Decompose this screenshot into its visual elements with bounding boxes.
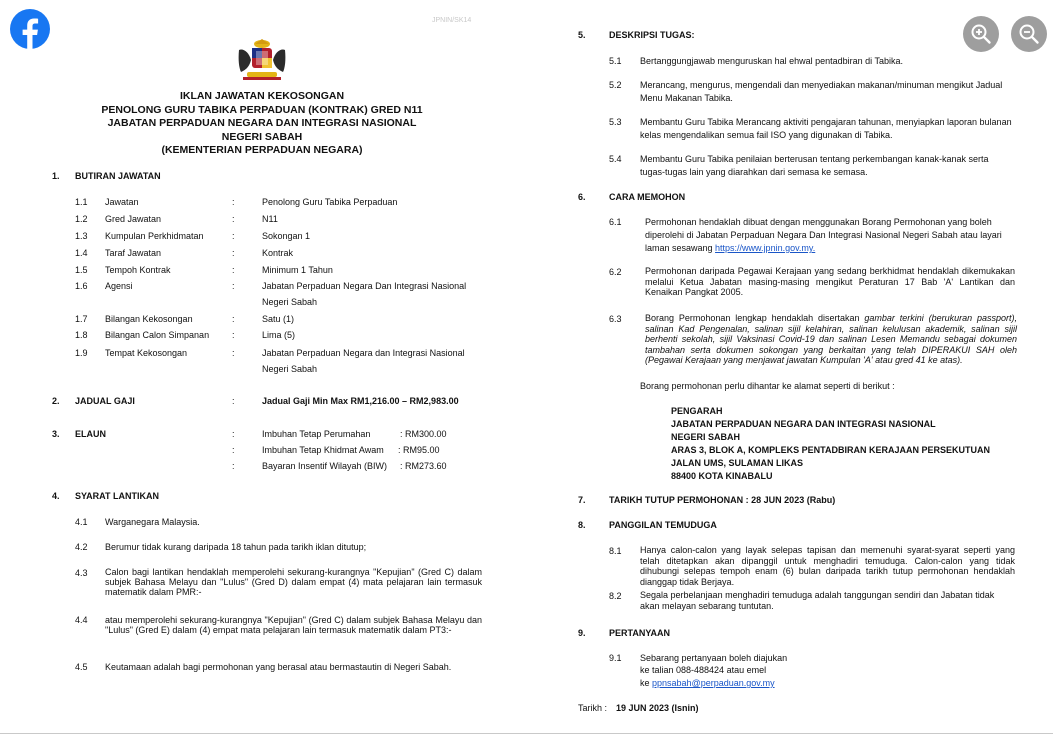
salary-scale: Jadual Gaji Min Max RM1,216.00 – RM2,983.00 xyxy=(262,396,459,406)
section-1-number: 1. xyxy=(52,171,60,181)
row-8-label: Bilangan Calon Simpanan xyxy=(105,330,210,340)
section-3-title: ELAUN xyxy=(75,429,106,439)
item-5-2-text: Merancang, mengurus, mengendali dan menyediakan makanan/minuman mengikut Jadual Menu Makanan Tabika. xyxy=(640,80,1003,103)
row-6-value: Jabatan Perpaduan Negara Dan Integrasi Nasional xyxy=(262,281,467,291)
coat-of-arms-logo xyxy=(233,38,291,82)
section-6-title: CARA MEMOHON xyxy=(609,192,686,202)
row-2-label: Gred Jawatan xyxy=(105,214,162,224)
item-4-4-text: atau memperolehi sekurang-kurangnya "Kepujian" (Gred C) dalam subjek Bahasa Melayu dan "Lulus" (Gred E) dalam (4) empat mata pelajaran lain termasuk matematik dalam PT3:- xyxy=(105,615,482,635)
item-8-1-text: Hanya calon-calon yang layak selepas tapisan dan memenuhi syarat-syarat seperti yang telah ditetapkan akan dipanggil untuk menghadiri temuduga. Calon-calon yang tidak dihubungi selepas tempoh enam (6) bulan daripada tarikh tutup permohonan hendaklah dianggap tidak Berjaya. xyxy=(640,545,1015,587)
facebook-icon[interactable] xyxy=(10,9,50,49)
row-6-num: 1.6 xyxy=(75,281,88,291)
item-4-1-num: 4.1 xyxy=(75,517,88,527)
date-value: 19 JUN 2023 (Isnin) xyxy=(616,703,699,713)
allowance-1-label: Imbuhan Tetap Perumahan xyxy=(262,429,371,439)
row-7-label: Bilangan Kekosongan xyxy=(105,314,193,324)
row-2-value: N11 xyxy=(262,214,278,224)
item-4-1-text: Warganegara Malaysia. xyxy=(105,517,200,527)
item-4-4-num: 4.4 xyxy=(75,615,88,625)
item-5-1-num: 5.1 xyxy=(609,56,622,66)
row-5-value: Minimum 1 Tahun xyxy=(262,265,333,275)
allowance-3-amount: : RM273.60 xyxy=(400,461,447,471)
address-line-4: ARAS 3, BLOK A, KOMPLEKS PENTADBIRAN KERAJAAN PERSEKUTUAN xyxy=(671,445,991,455)
item-5-4-text: Membantu Guru Tabika penilaian berterusan tentang perkembangan kanak-kanak serta tugas-tugas lain yang diarahkan dari semasa ke semasa. xyxy=(640,154,989,177)
row-4-label: Taraf Jawatan xyxy=(105,248,162,258)
row-1-label: Jawatan xyxy=(105,197,139,207)
item-6-3-text: Borang Permohonan lengkap hendaklah disertakan gambar terkini (berukuran passport), salinan Kad Pengenalan, salinan sijil kelahiran, salinan kelulusan akademik, salinan sijil berhenti sekolah, sijil Vaksinasi Covid-19 dan salinan Lesen Memandu sebagai dokumen tambahan serta dokumen sokongan yang berkaitan yang telah DIPERAKUI SAH oleh (Pegawai Kerajaan yang menjawat jawatan Kumpulan 'A' atau gred 41 ke atas). xyxy=(645,313,1017,365)
item-8-2-text: Segala perbelanjaan menghadiri temuduga adalah tanggungan sendiri dan Jabatan tidak akan melayan sebarang tuntutan. xyxy=(640,590,995,611)
section-2-number: 2. xyxy=(52,396,60,406)
row-1-colon: : xyxy=(232,197,235,207)
item-4-5-num: 4.5 xyxy=(75,662,88,672)
reference-code: JPNIN/SK14 xyxy=(432,17,472,24)
address-line-6: 88400 KOTA KINABALU xyxy=(671,471,773,481)
row-5-label: Tempoh Kontrak xyxy=(105,265,171,275)
row-2-colon: : xyxy=(232,214,235,224)
row-5-colon: : xyxy=(232,265,235,275)
inquiry-line-2: ke talian 088-488424 atau emel xyxy=(640,665,767,675)
item-6-1-text: Permohonan hendaklah dibuat dengan menggunakan Borang Permohonan yang boleh diperolehi di Jabatan Perpaduan Negara Dan Integrasi Nasional Negeri Sabah atau layari laman sesawang https://www.jpnin.gov.my. xyxy=(645,217,1002,253)
allowance-2-label: Imbuhan Tetap Khidmat Awam xyxy=(262,445,384,455)
item-5-4-num: 5.4 xyxy=(609,154,622,164)
section-2-colon: : xyxy=(232,396,235,406)
zoom-out-icon xyxy=(1018,23,1040,45)
row-3-num: 1.3 xyxy=(75,231,88,241)
zoom-in-button[interactable] xyxy=(963,16,999,52)
row-1-value: Penolong Guru Tabika Perpaduan xyxy=(262,197,398,207)
address-line-1: PENGARAH xyxy=(671,406,723,416)
allowance-1-amount: : RM300.00 xyxy=(400,429,447,439)
section-5-number: 5. xyxy=(578,30,586,40)
row-8-colon: : xyxy=(232,330,235,340)
row-9-value-line2: Negeri Sabah xyxy=(262,364,318,374)
item-5-3-num: 5.3 xyxy=(609,117,622,127)
item-5-1-text: Bertanggungjawab menguruskan hal ehwal pentadbiran di Tabika. xyxy=(640,56,904,66)
inquiry-line-1: Sebarang pertanyaan boleh diajukan xyxy=(640,653,788,663)
section-1-title: BUTIRAN JAWATAN xyxy=(75,171,161,181)
section-7-number: 7. xyxy=(578,495,586,505)
item-8-2-num: 8.2 xyxy=(609,591,622,601)
allowance-3-label: Bayaran Insentif Wilayah (BIW) xyxy=(262,461,388,471)
item-9-1-num: 9.1 xyxy=(609,653,622,663)
row-7-num: 1.7 xyxy=(75,314,88,324)
section-6-number: 6. xyxy=(578,192,586,202)
item-6-3-num: 6.3 xyxy=(609,314,622,324)
item-5-2-num: 5.2 xyxy=(609,80,622,90)
section-9-title: PERTANYAAN xyxy=(609,628,671,638)
allowance-3-colon: : xyxy=(232,461,235,471)
section-8-number: 8. xyxy=(578,520,586,530)
title-line-2: PENOLONG GURU TABIKA PERPADUAN (KONTRAK) GRED N11 xyxy=(101,103,423,116)
row-6-label: Agensi xyxy=(105,281,133,291)
section-3-number: 3. xyxy=(52,429,60,439)
zoom-out-button[interactable] xyxy=(1011,16,1047,52)
title-line-5: (KEMENTERIAN PERPADUAN NEGARA) xyxy=(161,144,363,156)
row-3-label: Kumpulan Perkhidmatan xyxy=(105,231,204,241)
address-line-2: JABATAN PERPADUAN NEGARA DAN INTEGRASI NASIONAL xyxy=(671,419,936,429)
inquiry-line-3: ke ppnsabah@perpaduan.gov.my xyxy=(640,678,775,688)
item-5-3-text: Membantu Guru Tabika Merancang aktiviti pengajaran tahunan, menyiapkan laporan bulanan kelas mengendalikan semua fail ISO yang digunakan di Tabika. xyxy=(640,117,1012,140)
section-2-title: JADUAL GAJI xyxy=(75,396,135,406)
row-6-value-line2: Negeri Sabah xyxy=(262,297,318,307)
row-4-num: 1.4 xyxy=(75,248,88,258)
row-8-num: 1.8 xyxy=(75,330,88,340)
item-6-3-italic: gambar terkini (berukuran passport), salinan Kad Pengenalan, salinan sijil kelahiran, salinan kelulusan akademik, salinan sijil berhenti sekolah, sijil Vaksinasi Covid-19 dan salinan Lesen Memandu sebagai dokumen tambahan serta dokumen sokongan yang berkaitan yang telah DIPERAKUI SAH oleh (Pegawai Kerajaan yang menjawat jawatan Kumpulan 'A' atau gred 41 ke atas). xyxy=(645,313,1017,365)
section-4-number: 4. xyxy=(52,491,60,501)
row-9-value: Jabatan Perpaduan Negara dan Integrasi Nasional xyxy=(262,348,465,358)
row-3-value: Sokongan 1 xyxy=(262,231,311,241)
allowance-1-colon: : xyxy=(232,429,235,439)
item-4-3-text: Calon bagi lantikan hendaklah memperolehi sekurang-kurangnya "Kepujian" (Gred C) dalam subjek Bahasa Melayu dan "Lulus" (Gred D) dalam empat (4) mata pelajaran lain termasuk matematik dalam PMR:- xyxy=(105,567,482,597)
title-line-4: NEGERI SABAH xyxy=(221,130,303,143)
address-line-3: NEGERI SABAH xyxy=(671,432,741,442)
section-5-title: DESKRIPSI TUGAS: xyxy=(609,30,695,40)
row-6-colon: : xyxy=(232,281,235,291)
row-9-label: Tempat Kekosongan xyxy=(105,348,188,358)
row-8-value: Lima (5) xyxy=(262,330,296,340)
bottom-divider xyxy=(0,733,1053,734)
item-4-2-text: Berumur tidak kurang daripada 18 tahun pada tarikh iklan ditutup; xyxy=(105,542,367,552)
item-6-2-num: 6.2 xyxy=(609,267,622,277)
row-4-colon: : xyxy=(232,248,235,258)
item-4-5-text: Keutamaan adalah bagi permohonan yang berasal atau bermastautin di Negeri Sabah. xyxy=(105,662,452,672)
row-9-colon: : xyxy=(232,348,235,358)
allowance-2-amount: : RM95.00 xyxy=(398,445,440,455)
address-intro: Borang permohonan perlu dihantar ke alamat seperti di berikut : xyxy=(640,381,895,391)
row-7-value: Satu (1) xyxy=(262,314,295,324)
contact-email-link[interactable]: ppnsabah@perpaduan.gov.my xyxy=(652,678,775,688)
item-6-1-num: 6.1 xyxy=(609,217,622,227)
date-label: Tarikh : xyxy=(578,703,608,713)
title-line-1: IKLAN JAWATAN KEKOSONGAN xyxy=(179,90,345,102)
item-6-2-text: Permohonan daripada Pegawai Kerajaan yang sedang berkhidmat hendaklah dikemukakan melalui Ketua Jabatan masing-masing mengikut Peraturan 17 Bab 'A' Lantikan dan Kenaikan Pangkat 2005. xyxy=(645,266,1015,297)
section-8-title: PANGGILAN TEMUDUGA xyxy=(609,520,717,530)
title-line-3: JABATAN PERPADUAN NEGARA DAN INTEGRASI NASIONAL xyxy=(107,117,417,129)
jpnin-website-link[interactable]: https://www.jpnin.gov.my. xyxy=(715,243,816,253)
item-4-3-num: 4.3 xyxy=(75,568,88,578)
section-4-title: SYARAT LANTIKAN xyxy=(75,491,160,501)
item-8-1-num: 8.1 xyxy=(609,546,622,556)
row-9-num: 1.9 xyxy=(75,348,88,358)
zoom-in-icon xyxy=(970,23,992,45)
row-1-num: 1.1 xyxy=(75,197,88,207)
row-3-colon: : xyxy=(232,231,235,241)
item-4-2-num: 4.2 xyxy=(75,542,88,552)
row-7-colon: : xyxy=(232,314,235,324)
row-5-num: 1.5 xyxy=(75,265,88,275)
closing-date: TARIKH TUTUP PERMOHONAN : 28 JUN 2023 (Rabu) xyxy=(609,495,836,505)
allowance-2-colon: : xyxy=(232,445,235,455)
row-2-num: 1.2 xyxy=(75,214,88,224)
row-4-value: Kontrak xyxy=(262,248,294,258)
address-line-5: JALAN UMS, SULAMAN LIKAS xyxy=(671,458,803,468)
section-9-number: 9. xyxy=(578,628,586,638)
